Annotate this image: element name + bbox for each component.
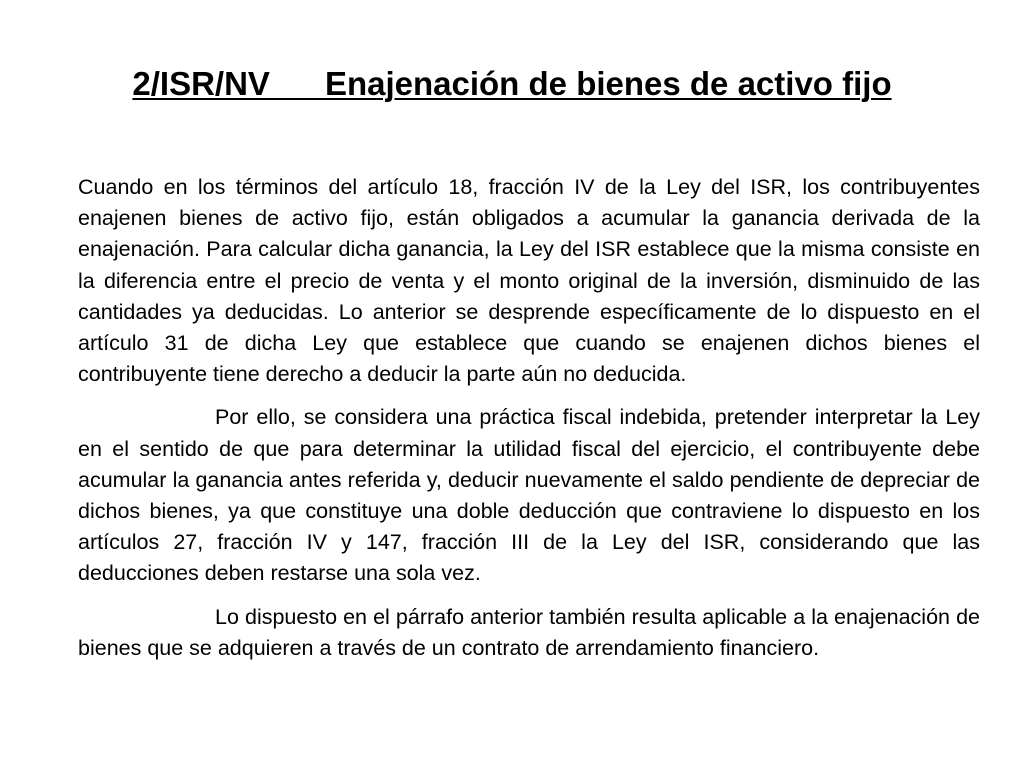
rule-heading: Enajenación de bienes de activo fijo: [324, 65, 892, 102]
body-text: [78, 172, 980, 676]
paragraph-2: Por ello, se considera una práctica fiscal indebida, pretender interpretar la Ley en el sentido de que para determinar la utilidad fiscal del ejercicio, el contribuyente debe acumular la ganancia antes referida y, deducir nuevamente el saldo pendiente de depreciar de dichos bienes, ya que constituye una doble deducción que contraviene lo dispuesto en los artículos 27, fracción IV y 147, fracción III de la Ley del ISR, considerando que las deducciones deben restarse una sola vez.: [78, 405, 980, 586]
paragraph-1: Cuando en los términos del artículo 18, fracción IV de la Ley del ISR, los contribuyentes enajenen bienes de activo fijo, están obligados a acumular la ganancia derivada de la enajenación. Para calcular dicha ganancia, la Ley del ISR establece que la misma consiste en la diferencia entre el precio de venta y el monto original de la inversión, disminuido de las cantidades ya deducidas. Lo anterior se desprende específicamente de lo dispuesto en el artículo 31 de dicha Ley que establece que cuando se enajenen dichos bienes el contribuyente tiene derecho a deducir la parte aún no deducida.: [78, 175, 980, 387]
paragraph-3: Lo dispuesto en el párrafo anterior también resulta aplicable a la enajenación de bienes que se adquieren a través de un contrato de arrendamiento financiero.: [78, 604, 980, 660]
slide-title: [60, 62, 964, 105]
rule-code: 2/ISR/NV: [132, 65, 270, 102]
